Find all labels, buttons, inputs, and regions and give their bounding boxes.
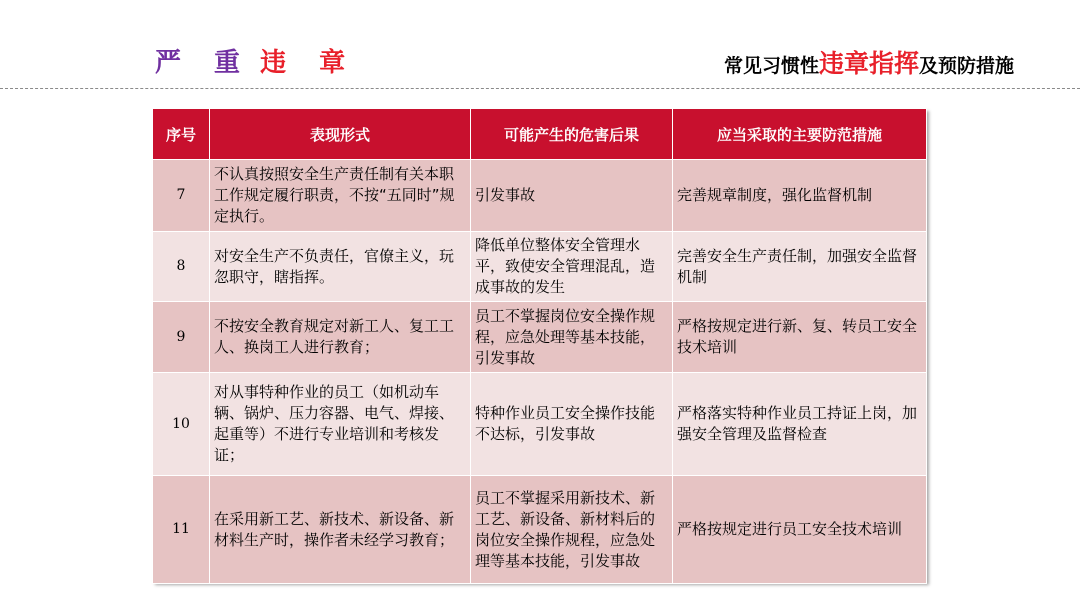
cell-number: 7 xyxy=(153,160,210,232)
table-row xyxy=(153,160,927,232)
cell-form: 对安全生产不负责任，官僚主义，玩忽职守，瞎指挥。 xyxy=(210,232,471,302)
table-row xyxy=(153,373,927,476)
cell-form: 在采用新工艺、新技术、新设备、新材料生产时，操作者未经学习教育； xyxy=(210,476,471,584)
cell-number: 10 xyxy=(153,373,210,476)
header-cell-harm: 可能产生的危害后果 xyxy=(471,109,673,160)
page-title-highlight: 违章指挥 xyxy=(818,49,919,78)
measures-table xyxy=(152,108,927,584)
cell-harm: 员工不掌握岗位安全操作规程，应急处理等基本技能，引发事故 xyxy=(471,302,673,373)
cell-form: 不认真按照安全生产责任制有关本职工作规定履行职责，不按“五同时”规定执行。 xyxy=(210,160,471,232)
table-header-row xyxy=(153,109,927,160)
header-cell-form: 表现形式 xyxy=(210,109,471,160)
table-row xyxy=(153,232,927,302)
cell-number: 9 xyxy=(153,302,210,373)
cell-form: 不按安全教育规定对新工人、复工工人、换岗工人进行教育； xyxy=(210,302,471,373)
cell-harm: 员工不掌握采用新技术、新工艺、新设备、新材料后的岗位安全操作规程，应急处理等基本技能，引发事故 xyxy=(471,476,673,584)
page-title xyxy=(724,46,1014,85)
table-row xyxy=(153,302,927,373)
cell-harm: 特种作业员工安全操作技能不达标，引发事故 xyxy=(471,373,673,476)
page-title-suffix: 及预防措施 xyxy=(918,55,1014,77)
cell-measure: 严格按规定进行新、复、转员工安全技术培训 xyxy=(673,302,927,373)
cell-measure: 完善规章制度，强化监督机制 xyxy=(673,160,927,232)
header-divider xyxy=(0,88,1080,89)
cell-measure: 严格按规定进行员工安全技术培训 xyxy=(673,476,927,584)
cell-harm: 降低单位整体安全管理水平，致使安全管理混乱，造成事故的发生 xyxy=(471,232,673,302)
page-title-prefix: 常见习惯性 xyxy=(723,55,819,77)
cell-measure: 完善安全生产责任制，加强安全监督机制 xyxy=(673,232,927,302)
section-title-part-1: 严 重 xyxy=(155,48,253,78)
header-cell-measure: 应当采取的主要防范措施 xyxy=(673,109,927,160)
measures-table-container xyxy=(152,108,926,582)
cell-form: 对从事特种作业的员工（如机动车辆、锅炉、压力容器、电气、焊接、起重等）不进行专业培训和考核发证； xyxy=(210,373,471,476)
section-title-part-2: 违 章 xyxy=(260,48,358,78)
header-cell-number: 序号 xyxy=(153,109,210,160)
cell-harm: 引发事故 xyxy=(471,160,673,232)
cell-number: 11 xyxy=(153,476,210,584)
section-title xyxy=(155,46,357,80)
cell-measure: 严格落实特种作业员工持证上岗，加强安全管理及监督检查 xyxy=(673,373,927,476)
table-row xyxy=(153,476,927,584)
cell-number: 8 xyxy=(153,232,210,302)
